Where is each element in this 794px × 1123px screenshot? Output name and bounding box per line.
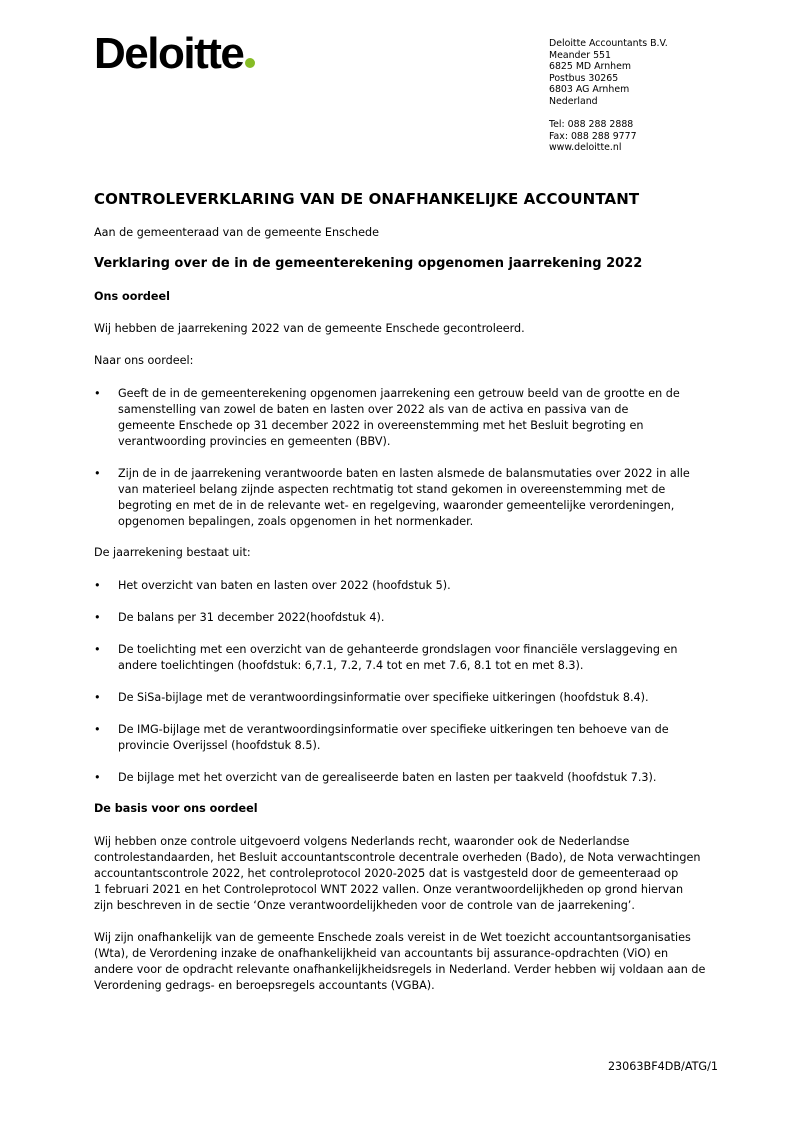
bullet-marker: •	[94, 387, 101, 400]
bullet-line: andere toelichtingen (hoofdstuk: 6,7.1, 7.2, 7.4 tot en met 7.6, 8.1 tot en met 8.3).	[118, 659, 584, 672]
paragraph-line: Wij zijn onafhankelijk van de gemeente Enschede zoals vereist in de Wet toezicht accountantsorganisaties	[94, 931, 691, 944]
bullet-marker: •	[94, 643, 101, 656]
bullet-marker: •	[94, 579, 101, 592]
paragraph-line: accountantscontrole 2022, het controleprotocol 2020-2025 dat is vastgesteld door de gemeenteraad op	[94, 867, 679, 880]
bullet-line: De SiSa-bijlage met de verantwoordingsinformatie over specifieke uitkeringen (hoofdstuk 8.4).	[118, 691, 649, 704]
bullet-line: opgenomen bepalingen, zoals opgenomen in het normenkader.	[118, 515, 474, 528]
country: Nederland	[549, 95, 598, 107]
bullet-text	[118, 770, 656, 786]
postal-city: 6825 MD Arnhem	[549, 61, 632, 73]
paragraph-line: Wij hebben onze controle uitgevoerd volgens Nederlands recht, waaronder ook de Nederlandse	[94, 835, 630, 848]
bullet-line: samenstelling van zowel de baten en lasten over 2022 als van de activa en passiva van de	[118, 403, 629, 416]
street-address: Meander 551	[549, 49, 611, 61]
bullet-text	[118, 690, 649, 706]
bullet-line: De bijlage met het overzicht van de gerealiseerde baten en lasten per taakveld (hoofdstuk 7.3).	[118, 771, 657, 784]
document-title: CONTROLEVERKLARING VAN DE ONAFHANKELIJKE ACCOUNTANT	[94, 190, 640, 208]
basis-paragraph-2	[94, 930, 734, 994]
opinion-lead: Naar ons oordeel:	[94, 354, 194, 367]
bullet-marker: •	[94, 723, 101, 736]
consists-lead: De jaarrekening bestaat uit:	[94, 546, 251, 559]
telephone: Tel: 088 288 2888	[549, 119, 634, 131]
paragraph-line: Verordening gedrags- en beroepsregels accountants (VGBA).	[94, 979, 435, 992]
intro-paragraph: Wij hebben de jaarrekening 2022 van de gemeente Enschede gecontroleerd.	[94, 322, 525, 335]
bullet-text	[118, 722, 669, 754]
bullet-line: begroting en met de in de relevante wet- en regelgeving, waaronder gemeentelijke verordeningen,	[118, 499, 675, 512]
website-link[interactable]: www.deloitte.nl	[549, 142, 622, 154]
bullet-line: provincie Overijssel (hoofdstuk 8.5).	[118, 739, 321, 752]
po-box: Postbus 30265	[549, 72, 619, 84]
bullet-marker: •	[94, 467, 101, 480]
bullet-line: gemeente Enschede op 31 december 2022 in overeenstemming met het Besluit begroting en	[118, 419, 644, 432]
bullet-marker: •	[94, 611, 101, 624]
fax: Fax: 088 288 9777	[549, 130, 637, 142]
bullet-line: Het overzicht van baten en lasten over 2022 (hoofdstuk 5).	[118, 579, 451, 592]
bullet-line: verantwoording provincies en gemeenten (BBV).	[118, 435, 391, 448]
company-address-block	[549, 38, 668, 154]
document-reference-code: 23063BF4DB/ATG/1	[607, 1060, 718, 1073]
paragraph-line: (Wta), de Verordening inzake de onafhankelijkheid van accountants bij assurance-opdrachten (ViO) en	[94, 947, 669, 960]
bullet-line: De IMG-bijlage met de verantwoordingsinformatie over specifieke uitkeringen ten behoeve van de	[118, 723, 669, 736]
bullet-marker: •	[94, 771, 101, 784]
paragraph-line: zijn beschreven in de sectie ‘Onze verantwoordelijkheden voor de controle van de jaarrekening’.	[94, 899, 635, 912]
bullet-text	[118, 386, 680, 450]
address-spacer	[549, 108, 668, 120]
bullet-text	[118, 466, 690, 530]
po-postal-city: 6803 AG Arnhem	[549, 84, 630, 96]
bullet-line: Zijn de in de jaarrekening verantwoorde baten en lasten alsmede de balansmutaties over 2022 in alle	[118, 467, 690, 480]
section-heading-basis: De basis voor ons oordeel	[94, 802, 258, 815]
deloitte-logo	[94, 29, 255, 78]
document-subtitle: Verklaring over de in de gemeenterekening opgenomen jaarrekening 2022	[94, 256, 643, 271]
section-heading-ons-oordeel: Ons oordeel	[94, 290, 170, 303]
paragraph-line: 1 februari 2021 en het Controleprotocol WNT 2022 vallen. Onze verantwoordelijkheden op grond hiervan	[94, 883, 684, 896]
company-name: Deloitte Accountants B.V.	[549, 38, 668, 49]
addressee: Aan de gemeenteraad van de gemeente Enschede	[94, 226, 379, 239]
logo-green-dot	[245, 58, 255, 68]
bullet-text	[118, 578, 451, 594]
bullet-text	[118, 610, 384, 626]
basis-paragraph-1	[94, 834, 734, 914]
bullet-text	[118, 642, 677, 674]
bullet-line: van materieel belang zijnde aspecten rechtmatig tot stand gekomen in overeenstemming met de	[118, 483, 666, 496]
paragraph-line: andere voor de opdracht relevante onafhankelijkheidsregels in Nederland. Verder hebben wij voldaan aan de	[94, 963, 706, 976]
paragraph-line: controlestandaarden, het Besluit accountantscontrole decentrale overheden (Bado), de Nota verwachtingen	[94, 851, 701, 864]
bullet-marker: •	[94, 691, 101, 704]
logo-text: Deloitte	[94, 29, 244, 78]
bullet-line: Geeft de in de gemeenterekening opgenomen jaarrekening een getrouw beeld van de grootte en de	[118, 387, 680, 400]
bullet-line: De balans per 31 december 2022(hoofdstuk 4).	[118, 611, 385, 624]
bullet-line: De toelichting met een overzicht van de gehanteerde grondslagen voor financiële verslaggeving en	[118, 643, 678, 656]
